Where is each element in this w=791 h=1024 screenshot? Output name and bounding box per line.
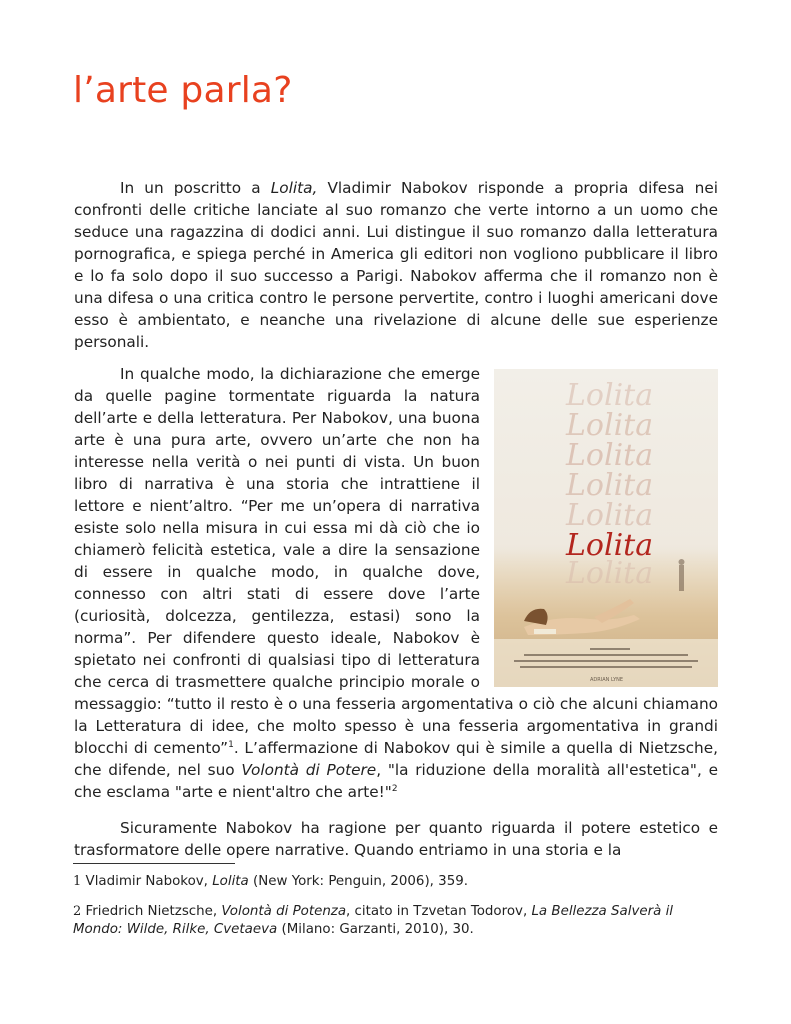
footnote-1-text-a: Vladimir Nabokov, [81,874,213,889]
p2-italic-volonta: Volontà di Potere [241,761,377,779]
p1-italic-lolita: Lolita, [270,179,318,197]
footnote-2-number: 2 [73,904,82,919]
poster-title-3: Lolita [566,438,654,473]
body-text [74,177,718,875]
footnote-ref-1[interactable]: 1 [228,739,234,750]
paragraph-3: Sicuramente Nabokov ha ragione per quanto riguarda il potere estetico e trasformatore delle opere narrative. Quando entriamo in una storia e la [74,819,718,859]
poster-title-5: Lolita [566,498,654,533]
poster-title-1: Lolita [566,378,654,413]
footnote-2-text-e: (Milano: Garzanti, 2010), 30. [277,922,474,937]
p2-text-a: In qualche modo, la dichiarazione che emerge da quelle pagine tormentate riguarda la natura dell’arte e della letteratura. Per Nabokov, una buona arte è una pura arte, ovvero un’arte che non ha interesse nella verità o nei punti di vista. Un buon libro di narrativa è una storia che intrattiene il lettore e nient’altro. “Per me un’opera di narrativa esiste solo nella misura in cui essa mi dà ciò che io chiamerò felicità estetica, vale a dire la sensazione di essere in qualche modo, in qualche dove, connesso con altri stati di essere dove l’arte (curiosità, dolcezza, gentilezza, estasi) sono la norma”. Per difendere questo ideale, Nabokov è spietato nei confronti di qualsiasi tipo di letteratura che cerca di trasmettere qualche principio morale o messaggio: “tutto il resto è o una fesseria argomentativa o ciò che alcuni chiamano la Letteratura di idee, che molto spesso è una fesseria argomentativa in grandi blocchi di cemento” [74,365,718,757]
footnote-2-text-a: Friedrich Nietzsche, [81,904,222,919]
footnote-1-text-c: (New York: Penguin, 2006), 359. [248,874,468,889]
footnote-2-italic-2: La Bellezza Salverà il Mondo: Wilde, Rilke, Cvetaeva [73,904,674,937]
footnote-ref-2[interactable]: 2 [391,783,398,794]
p2-text-b: . L’affermazione di Nabokov qui è simile a quella di Nietzsche, che difende, nel suo [74,739,718,779]
footnote-1 [73,873,723,891]
distant-figure [679,559,685,591]
poster-title-7: Lolita [566,556,654,591]
poster-title-2: Lolita [566,408,654,443]
p2-text-d: , "la riduzione della moralità all'estetica", e che esclama "arte e nient'altro che arte!" [74,761,719,801]
p1-text-c: Vladimir Nabokov risponde a propria difesa nei confronti delle critiche lanciate al suo romanzo che verte intorno a un uomo che seduce una ragazzina di dodici anni. Lui distingue il suo romanzo dalla letteratura pornografica, e spiega perché in America gli editori non vogliono pubblicare il libro e lo fa solo dopo il suo successo a Parigi. Nabokov afferma che il romanzo non è una difesa o una critica contro le persone pervertite, contro i luoghi americani dove esso è ambientato, e neanche una rivelazione di alcune delle sue esperienze personali. [74,179,718,351]
paragraph-1 [74,177,718,353]
poster-credit: ADRIAN LYNE [590,677,624,683]
poster-title-4: Lolita [566,468,654,503]
lolita-poster-image [494,369,718,687]
footnote-2-italic-1: Volontà di Potenza [221,904,347,919]
page-title: l’arte parla? [73,70,293,111]
footnote-divider [73,863,235,864]
poster-title-main: Lolita [566,528,654,563]
footnote-2 [73,903,723,939]
footnote-1-number: 1 [73,874,82,889]
p1-text-a: In un poscritto a [120,179,271,197]
footnote-1-italic: Lolita [212,874,249,889]
footnote-2-text-c: , citato in Tzvetan Todorov, [346,904,532,919]
